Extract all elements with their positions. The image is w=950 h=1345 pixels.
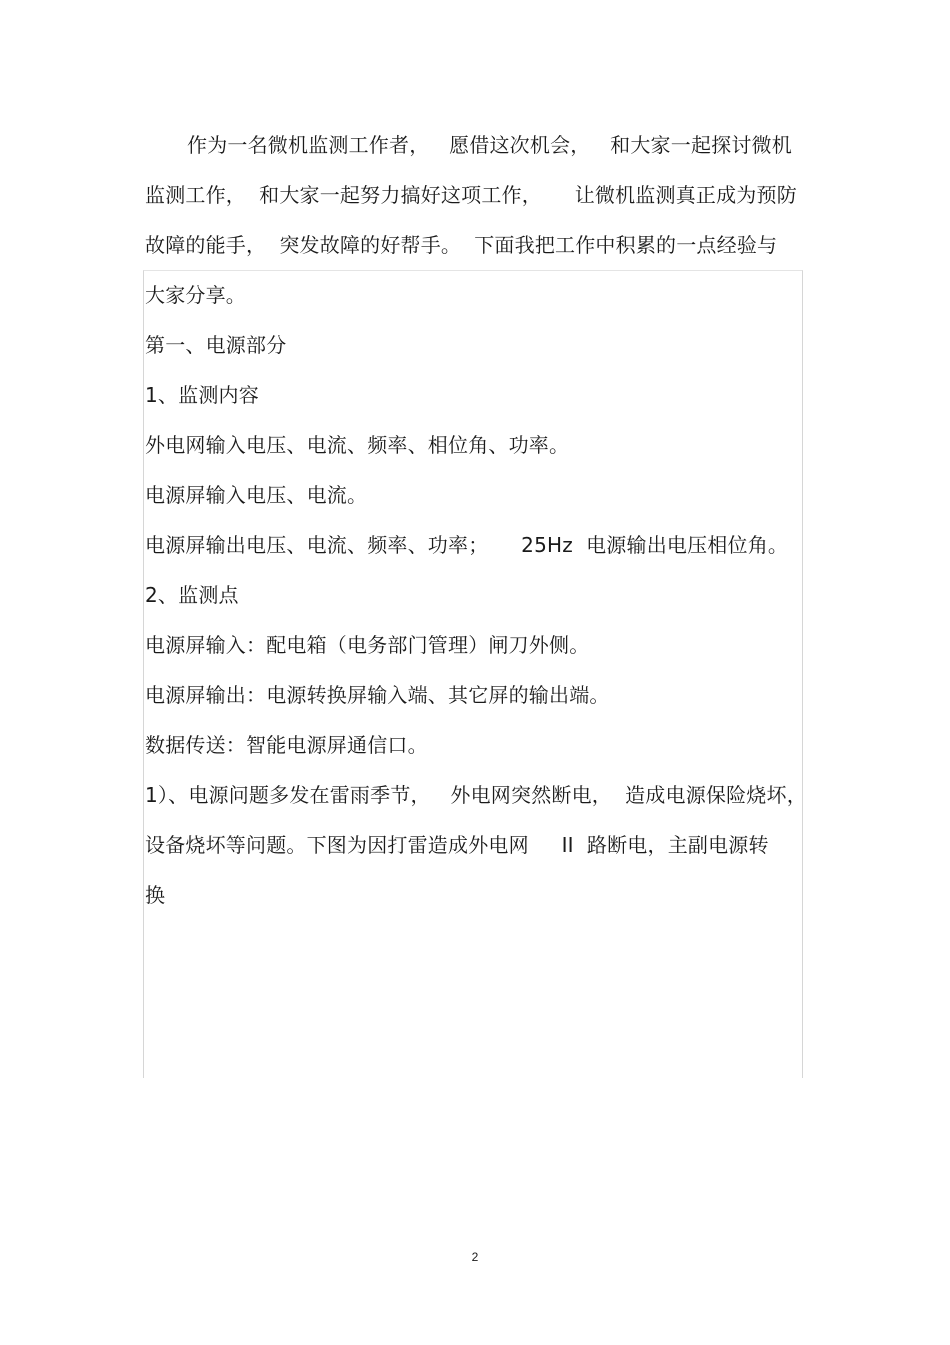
page-number: 2 xyxy=(471,1250,479,1264)
paragraph-line: 设备烧坏等问题。下图为因打雷造成外电网 II 路断电，主副电源转 xyxy=(145,833,769,857)
subsection-heading: 1、监测内容 xyxy=(145,383,259,407)
paragraph-line: 数据传送：智能电源屏通信口。 xyxy=(145,733,428,757)
document-body xyxy=(145,120,807,920)
section-heading: 第一、电源部分 xyxy=(145,333,287,357)
paragraph-line: 电源屏输出电压、电流、频率、功率； 25Hz 电源输出电压相位角。 xyxy=(145,533,789,557)
paragraph-line: 电源屏输入：配电箱（电务部门管理）闸刀外侧。 xyxy=(145,633,590,657)
paragraph-line: 电源屏输入电压、电流。 xyxy=(145,483,368,507)
paragraph-line: 大家分享。 xyxy=(145,283,246,307)
paragraph-line: 外电网输入电压、电流、频率、相位角、功率。 xyxy=(145,433,570,457)
subsection-heading: 2、监测点 xyxy=(145,583,239,607)
paragraph-line: 作为一名微机监测工作者， 愿借这次机会， 和大家一起探讨微机 xyxy=(187,133,792,157)
paragraph-line: 监测工作， 和大家一起努力搞好这项工作， 让微机监测真正成为预防 xyxy=(145,183,797,207)
paragraph-line: 电源屏输出：电源转换屏输入端、其它屏的输出端。 xyxy=(145,683,610,707)
paragraph-line: 1）、电源问题多发在雷雨季节， 外电网突然断电， 造成电源保险烧坏， xyxy=(145,783,807,807)
paragraph-line: 换 xyxy=(145,883,166,907)
paragraph-line: 故障的能手， 突发故障的好帮手。 下面我把工作中积累的一点经验与 xyxy=(145,233,778,257)
